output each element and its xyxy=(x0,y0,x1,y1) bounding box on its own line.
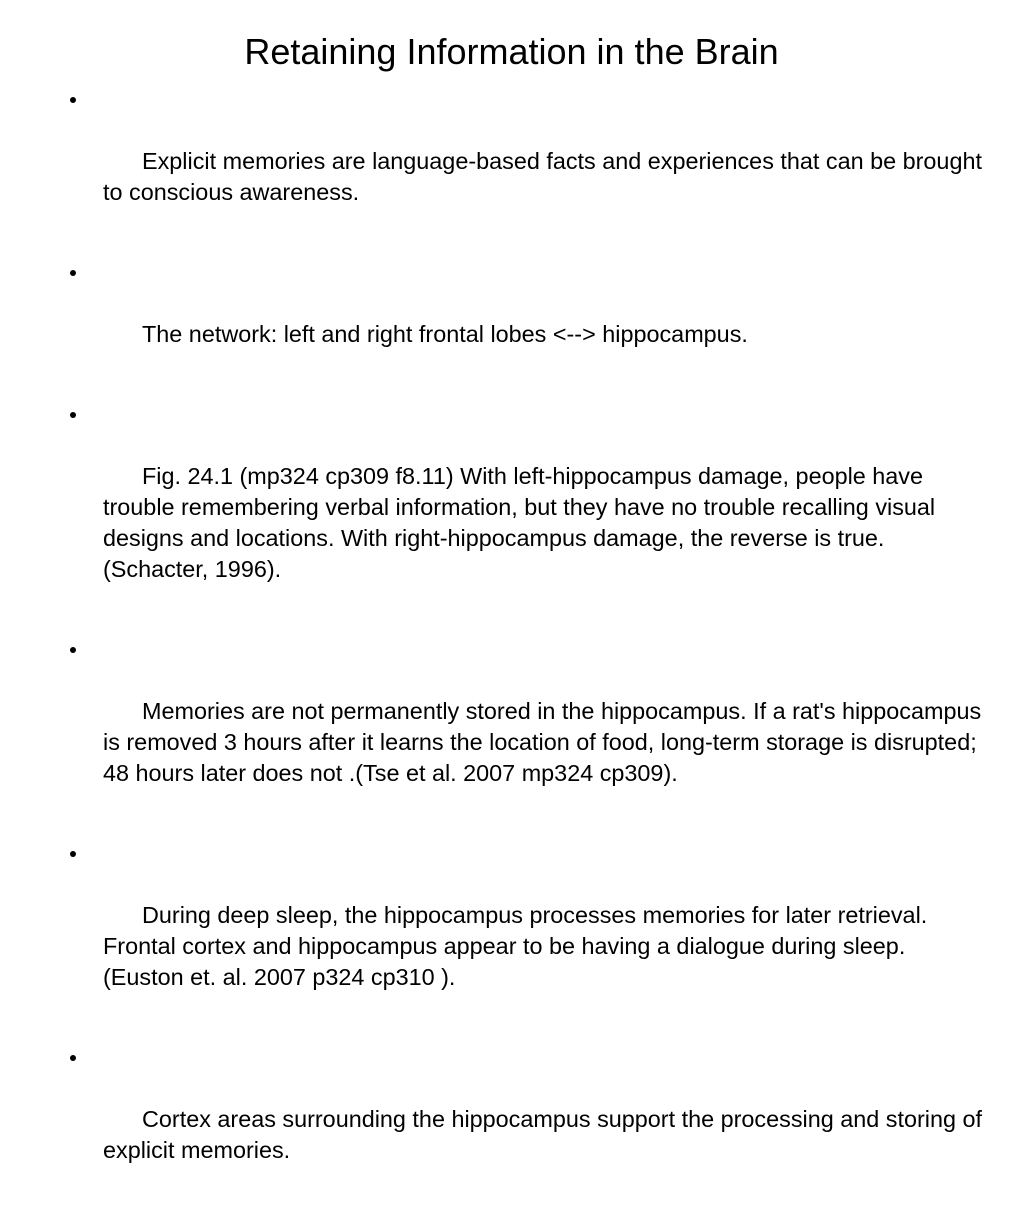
bullet-text: Cortex areas surrounding the hippocampus support the processing and storing of explicit memories. xyxy=(103,1106,989,1163)
bullet-item xyxy=(68,634,988,820)
bullet-dot-icon xyxy=(70,270,76,276)
bullet-text: During deep sleep, the hippocampus processes memories for later retrieval. Frontal cortex and hippocampus appear to be having a dialogue during sleep. (Euston et. al. 2007 p324 cp310 ). xyxy=(103,902,941,990)
bullet-text: Fig. 24.1 (mp324 cp309 f8.11) With left-hippocampus damage, people have trouble remembering verbal information, but they have no trouble recalling visual designs and locations. With right-hippocampus damage, the reverse is true. (Schacter, 1996). xyxy=(103,463,942,582)
slide-title: Retaining Information in the Brain xyxy=(244,31,779,72)
bullet-text: Explicit memories are language-based facts and experiences that can be brought to conscious awareness. xyxy=(103,148,989,205)
bullet-dot-icon xyxy=(70,1055,76,1061)
bullet-item xyxy=(68,399,988,616)
bullet-dot-icon xyxy=(70,851,76,857)
bullet-dot-icon xyxy=(70,647,76,653)
bullet-text: The network: left and right frontal lobes <--> hippocampus. xyxy=(142,321,748,347)
bullet-item xyxy=(68,1042,988,1197)
bullet-item xyxy=(68,257,988,381)
bullet-dot-icon xyxy=(70,97,76,103)
bullet-item xyxy=(68,838,988,1024)
bullet-list xyxy=(68,84,988,1215)
bullet-text: Memories are not permanently stored in the hippocampus. If a rat's hippocampus is removed 3 hours after it learns the location of food, long-term storage is disrupted; 48 hours later does not .(Tse et al. 2007 mp324 cp309). xyxy=(103,698,988,786)
bullet-item xyxy=(68,84,988,239)
bullet-dot-icon xyxy=(70,412,76,418)
